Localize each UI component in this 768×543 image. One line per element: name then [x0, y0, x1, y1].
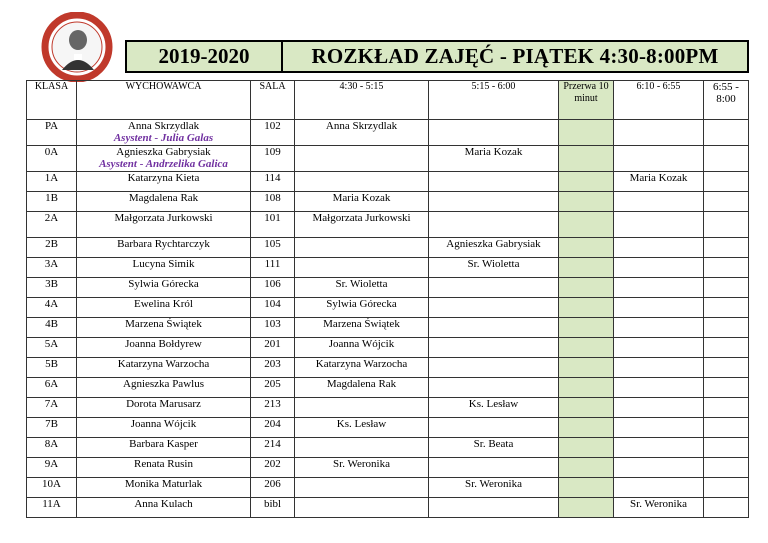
cell-slot-1: Katarzyna Warzocha	[295, 358, 429, 378]
cell-wychowawca	[77, 192, 251, 212]
teacher-name: Monika Maturlak	[124, 478, 203, 490]
cell-slot-2	[429, 120, 559, 146]
cell-sala: 105	[251, 238, 295, 258]
cell-wychowawca	[77, 478, 251, 498]
cell-wychowawca	[77, 338, 251, 358]
cell-slot-1: Sr. Weronika	[295, 458, 429, 478]
cell-wychowawca	[77, 418, 251, 438]
cell-sala: 111	[251, 258, 295, 278]
cell-break	[559, 238, 614, 258]
cell-wychowawca	[77, 398, 251, 418]
table-row	[27, 146, 749, 172]
cell-slot-1: Sylwia Górecka	[295, 298, 429, 318]
cell-break	[559, 146, 614, 172]
cell-slot-3	[614, 418, 704, 438]
cell-sala: 114	[251, 172, 295, 192]
table-row	[27, 318, 749, 338]
header-banner	[125, 40, 749, 73]
cell-klasa: 10A	[27, 478, 77, 498]
cell-slot-1: Małgorzata Jurkowski	[295, 212, 429, 238]
column-header-slot-3: 6:10 - 6:55	[614, 81, 704, 120]
cell-slot-3	[614, 120, 704, 146]
teacher-name: Dorota Marusarz	[126, 398, 201, 410]
cell-klasa: 1B	[27, 192, 77, 212]
cell-slot-2: Sr. Beata	[429, 438, 559, 458]
table-row	[27, 238, 749, 258]
cell-wychowawca	[77, 238, 251, 258]
cell-sala: 103	[251, 318, 295, 338]
column-header-slot-1: 4:30 - 5:15	[295, 81, 429, 120]
cell-slot-2: Agnieszka Gabrysiak	[429, 238, 559, 258]
table-row	[27, 458, 749, 478]
table-row	[27, 398, 749, 418]
teacher-name: Ewelina Król	[134, 298, 193, 310]
cell-slot-2	[429, 358, 559, 378]
cell-wychowawca	[77, 278, 251, 298]
cell-slot-4	[704, 398, 749, 418]
cell-wychowawca	[77, 318, 251, 338]
cell-sala: 205	[251, 378, 295, 398]
cell-slot-3	[614, 258, 704, 278]
cell-slot-1	[295, 398, 429, 418]
cell-sala: 106	[251, 278, 295, 298]
table-row	[27, 498, 749, 518]
teacher-name: Barbara Rychtarczyk	[117, 238, 210, 250]
cell-klasa: 0A	[27, 146, 77, 172]
assistant-name: Asystent - Julia Galas	[113, 132, 214, 144]
cell-break	[559, 498, 614, 518]
cell-slot-3	[614, 318, 704, 338]
cell-break	[559, 212, 614, 238]
cell-sala: 104	[251, 298, 295, 318]
cell-slot-4	[704, 478, 749, 498]
cell-slot-4	[704, 278, 749, 298]
cell-klasa: 7A	[27, 398, 77, 418]
table-row	[27, 418, 749, 438]
table-row	[27, 172, 749, 192]
cell-slot-1: Marzena Świątek	[295, 318, 429, 338]
cell-klasa: 2B	[27, 238, 77, 258]
schedule-table	[26, 80, 749, 518]
cell-slot-2: Ks. Lesław	[429, 398, 559, 418]
table-row	[27, 278, 749, 298]
cell-slot-3	[614, 212, 704, 238]
page-title: ROZKŁAD ZAJĘĆ - PIĄTEK 4:30-8:00PM	[311, 44, 719, 68]
cell-break	[559, 278, 614, 298]
cell-slot-1	[295, 172, 429, 192]
cell-break	[559, 478, 614, 498]
cell-break	[559, 318, 614, 338]
table-row	[27, 358, 749, 378]
cell-break	[559, 438, 614, 458]
column-header-slot-4: 6:55 - 8:00	[704, 81, 749, 120]
cell-slot-2	[429, 458, 559, 478]
cell-slot-2	[429, 378, 559, 398]
cell-wychowawca	[77, 258, 251, 278]
cell-slot-4	[704, 172, 749, 192]
column-header-break: Przerwa 10 minut	[559, 81, 614, 120]
cell-wychowawca	[77, 358, 251, 378]
cell-slot-1: Magdalena Rak	[295, 378, 429, 398]
cell-slot-2	[429, 278, 559, 298]
cell-sala: 206	[251, 478, 295, 498]
cell-break	[559, 258, 614, 278]
cell-slot-4	[704, 146, 749, 172]
cell-sala: bibl	[251, 498, 295, 518]
cell-slot-4	[704, 238, 749, 258]
cell-klasa: 7B	[27, 418, 77, 438]
teacher-name: Katarzyna Warzocha	[117, 358, 210, 370]
cell-slot-4	[704, 338, 749, 358]
teacher-name: Barbara Kasper	[129, 438, 198, 450]
cell-slot-1: Joanna Wójcik	[295, 338, 429, 358]
cell-slot-3	[614, 238, 704, 258]
cell-slot-2	[429, 192, 559, 212]
column-header-sala: SALA	[251, 81, 295, 120]
cell-klasa: 5A	[27, 338, 77, 358]
cell-slot-4	[704, 258, 749, 278]
school-logo	[40, 12, 114, 82]
cell-klasa: 3B	[27, 278, 77, 298]
table-row	[27, 478, 749, 498]
cell-slot-2	[429, 498, 559, 518]
table-row	[27, 438, 749, 458]
cell-slot-1	[295, 258, 429, 278]
cell-slot-4	[704, 458, 749, 478]
cell-slot-4	[704, 318, 749, 338]
teacher-name: Sylwia Górecka	[128, 278, 199, 290]
table-row	[27, 338, 749, 358]
cell-slot-3	[614, 378, 704, 398]
cell-slot-1	[295, 146, 429, 172]
cell-slot-3	[614, 398, 704, 418]
cell-slot-4	[704, 298, 749, 318]
cell-sala: 101	[251, 212, 295, 238]
cell-break	[559, 378, 614, 398]
teacher-name: Renata Rusin	[134, 458, 193, 470]
cell-break	[559, 398, 614, 418]
cell-klasa: 4A	[27, 298, 77, 318]
cell-wychowawca	[77, 378, 251, 398]
cell-break	[559, 298, 614, 318]
school-year: 2019-2020	[127, 42, 283, 71]
cell-klasa: 9A	[27, 458, 77, 478]
column-header-wychowawca: WYCHOWAWCA	[77, 81, 251, 120]
cell-slot-2: Maria Kozak	[429, 146, 559, 172]
assistant-name: Asystent - Andrzelika Galica	[99, 158, 228, 170]
cell-slot-1: Maria Kozak	[295, 192, 429, 212]
cell-sala: 203	[251, 358, 295, 378]
cell-slot-4	[704, 378, 749, 398]
column-header-slot-2: 5:15 - 6:00	[429, 81, 559, 120]
cell-slot-3	[614, 438, 704, 458]
cell-break	[559, 172, 614, 192]
cell-slot-3	[614, 278, 704, 298]
cell-slot-2	[429, 212, 559, 238]
cell-wychowawca	[77, 498, 251, 518]
cell-wychowawca	[77, 120, 251, 146]
teacher-name: Joanna Wójcik	[130, 418, 197, 430]
cell-slot-3	[614, 358, 704, 378]
cell-break	[559, 192, 614, 212]
cell-slot-4	[704, 212, 749, 238]
teacher-name: Lucyna Simik	[132, 258, 195, 270]
table-row	[27, 192, 749, 212]
column-header-klasa: KLASA	[27, 81, 77, 120]
cell-slot-2	[429, 318, 559, 338]
cell-wychowawca	[77, 458, 251, 478]
cell-wychowawca	[77, 298, 251, 318]
cell-sala: 109	[251, 146, 295, 172]
cell-slot-4	[704, 120, 749, 146]
cell-slot-1: Ks. Lesław	[295, 418, 429, 438]
table-header-row	[27, 81, 749, 120]
cell-break	[559, 338, 614, 358]
teacher-name: Agnieszka Gabrysiak	[116, 146, 211, 158]
cell-sala: 202	[251, 458, 295, 478]
cell-slot-3: Sr. Weronika	[614, 498, 704, 518]
cell-slot-4	[704, 358, 749, 378]
cell-slot-3	[614, 146, 704, 172]
cell-break	[559, 418, 614, 438]
cell-slot-4	[704, 498, 749, 518]
cell-break	[559, 358, 614, 378]
table-row	[27, 298, 749, 318]
cell-break	[559, 120, 614, 146]
teacher-name: Anna Kulach	[134, 498, 193, 510]
cell-klasa: 6A	[27, 378, 77, 398]
cell-wychowawca	[77, 212, 251, 238]
cell-klasa: 4B	[27, 318, 77, 338]
cell-sala: 102	[251, 120, 295, 146]
cell-sala: 108	[251, 192, 295, 212]
cell-klasa: 8A	[27, 438, 77, 458]
cell-klasa: 1A	[27, 172, 77, 192]
cell-break	[559, 458, 614, 478]
cell-slot-1	[295, 498, 429, 518]
cell-klasa: 11A	[27, 498, 77, 518]
cell-slot-2: Sr. Wioletta	[429, 258, 559, 278]
cell-slot-2: Sr. Weronika	[429, 478, 559, 498]
cell-slot-2	[429, 298, 559, 318]
cell-sala: 201	[251, 338, 295, 358]
teacher-name: Anna Skrzydlak	[127, 120, 200, 132]
cell-wychowawca	[77, 438, 251, 458]
teacher-name: Joanna Bołdyrew	[125, 338, 202, 350]
table-row	[27, 120, 749, 146]
cell-slot-3: Maria Kozak	[614, 172, 704, 192]
cell-slot-1	[295, 478, 429, 498]
cell-slot-1: Sr. Wioletta	[295, 278, 429, 298]
cell-slot-1	[295, 438, 429, 458]
cell-klasa: 2A	[27, 212, 77, 238]
teacher-name: Magdalena Rak	[128, 192, 199, 204]
teacher-name: Katarzyna Kieta	[127, 172, 200, 184]
cell-sala: 214	[251, 438, 295, 458]
cell-slot-3	[614, 338, 704, 358]
cell-slot-4	[704, 418, 749, 438]
cell-slot-1: Anna Skrzydlak	[295, 120, 429, 146]
teacher-name: Marzena Świątek	[125, 318, 202, 330]
cell-slot-3	[614, 478, 704, 498]
cell-slot-4	[704, 192, 749, 212]
cell-slot-3	[614, 192, 704, 212]
cell-klasa: 3A	[27, 258, 77, 278]
cell-slot-2	[429, 172, 559, 192]
table-row	[27, 212, 749, 238]
cell-slot-3	[614, 458, 704, 478]
cell-slot-2	[429, 338, 559, 358]
cell-wychowawca	[77, 172, 251, 192]
cell-sala: 213	[251, 398, 295, 418]
cell-slot-2	[429, 418, 559, 438]
cell-wychowawca	[77, 146, 251, 172]
cell-slot-3	[614, 298, 704, 318]
teacher-name: Małgorzata Jurkowski	[114, 212, 213, 224]
cell-klasa: 5B	[27, 358, 77, 378]
cell-slot-1	[295, 238, 429, 258]
cell-klasa: PA	[27, 120, 77, 146]
teacher-name: Agnieszka Pawlus	[123, 378, 204, 390]
cell-slot-4	[704, 438, 749, 458]
table-row	[27, 378, 749, 398]
table-row	[27, 258, 749, 278]
cell-sala: 204	[251, 418, 295, 438]
